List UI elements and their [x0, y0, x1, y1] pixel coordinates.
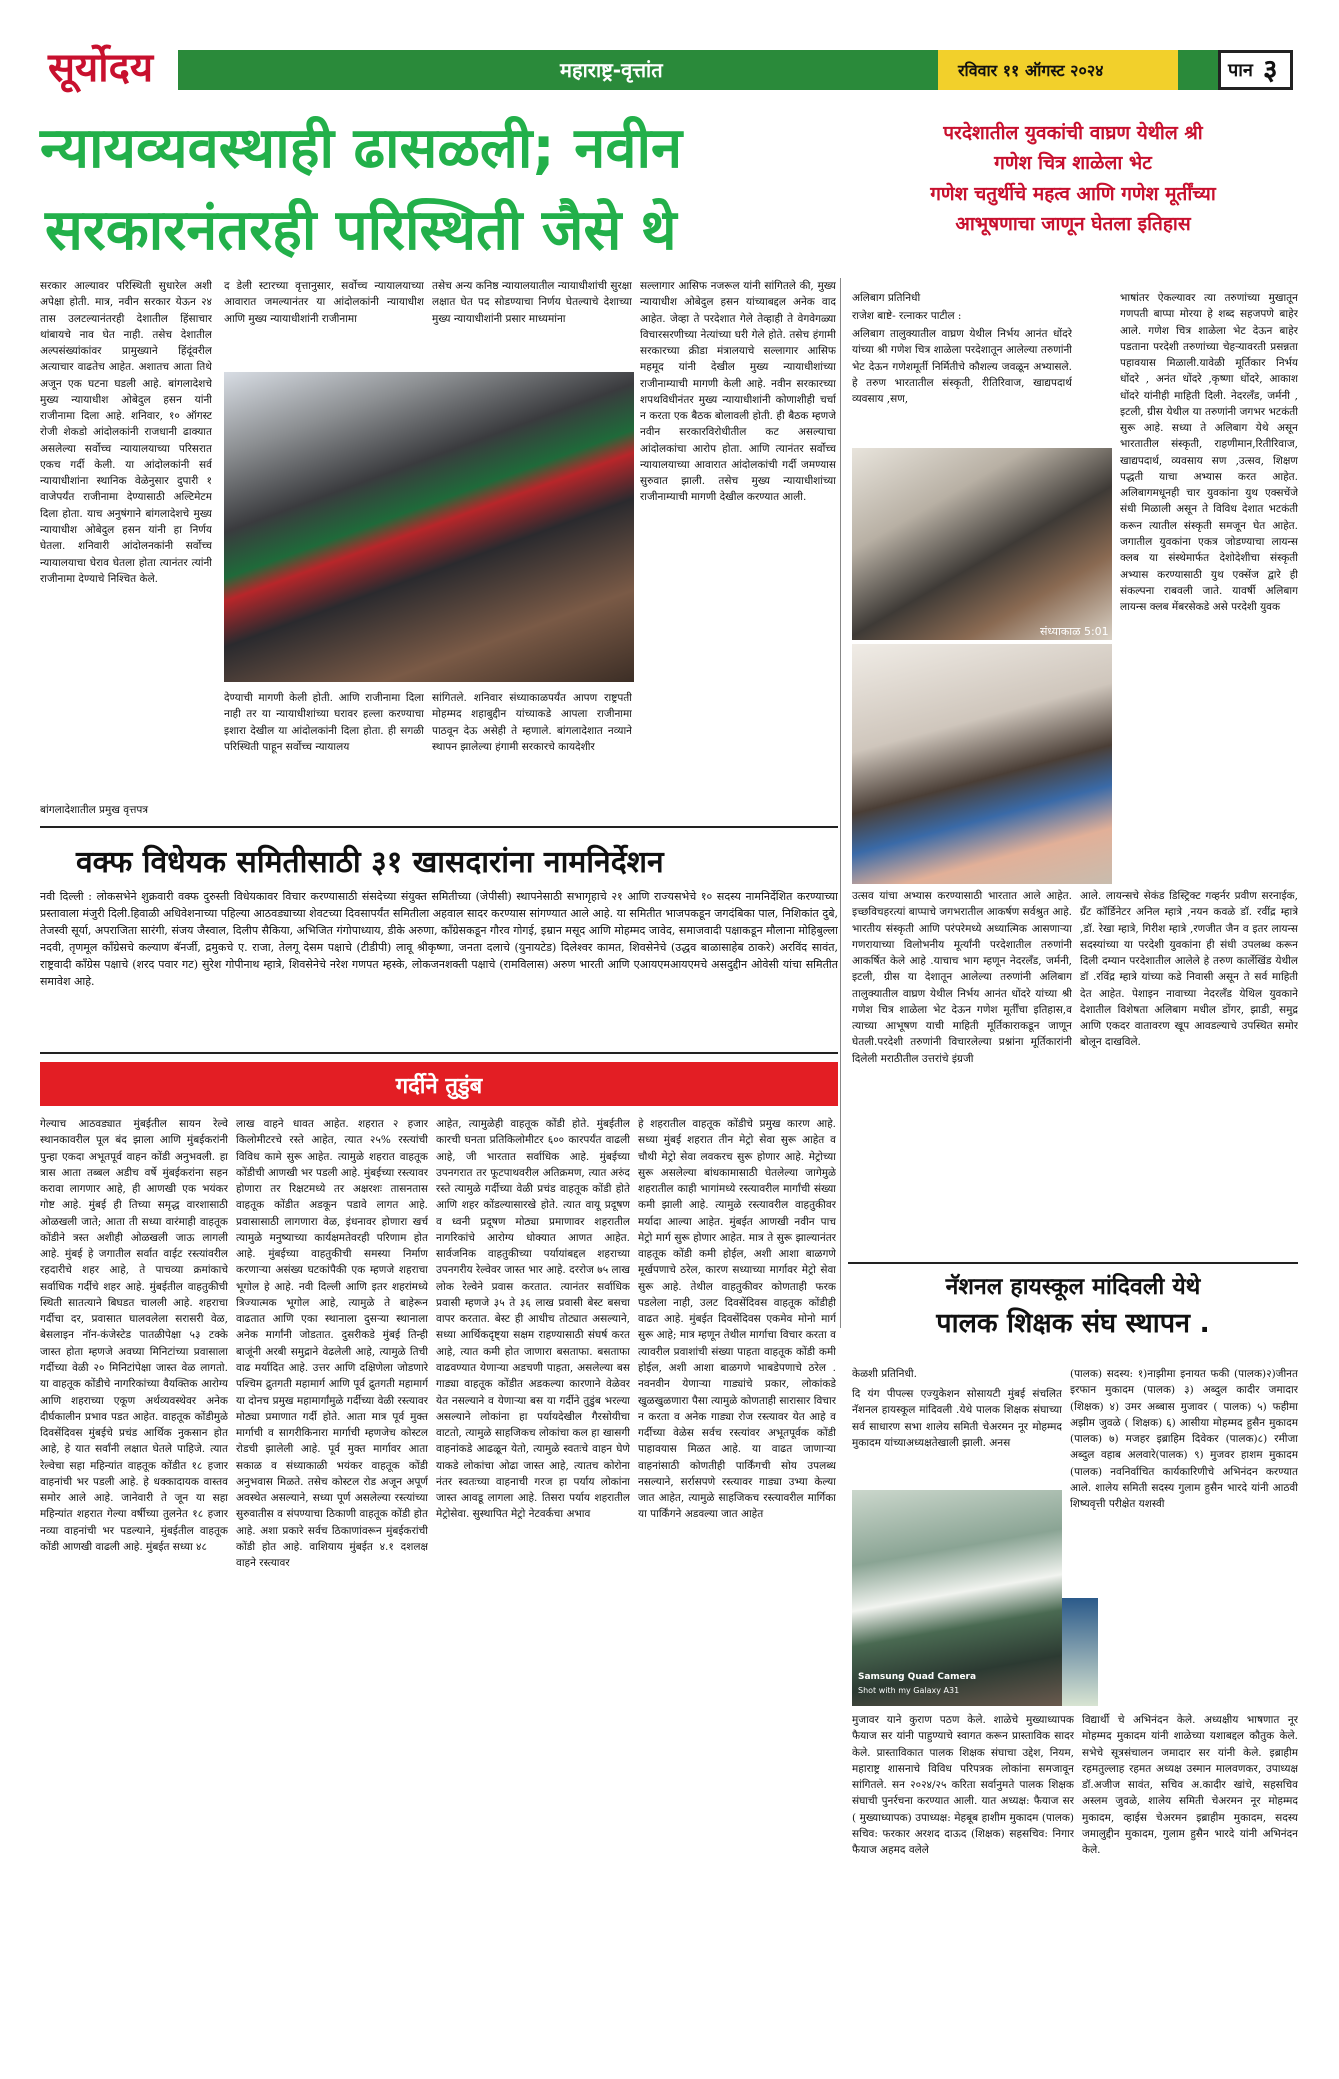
lead-column-2-bottom: देण्याची मागणी केली होती. आणि राजीनामा दिला नाही तर या न्यायाधीशांच्या घरावर हल्ला करण्याचा इशारा देखील या आंदोलकांनी दिला होता. ही सगळी परिस्थिती पाहून सर्वोच्च न्यायालय: [224, 692, 424, 753]
issue-date: रविवार ११ ऑगस्ट २०२४: [958, 61, 1104, 80]
school-headline: [848, 1270, 1298, 1342]
waqf-top-rule: [40, 826, 838, 828]
column-divider: [840, 278, 841, 1328]
ganesh-headline-line-1: परदेशातील युवकांची वाघ्रण येथील श्री: [943, 122, 1203, 144]
school-byline: केळशी प्रतिनिधी.: [852, 1368, 917, 1380]
page-label: पान: [1228, 60, 1253, 81]
traffic-column-2: लाख वाहने धावत आहेत. शहरात २ हजार किलोमीटरचे रस्ते आहेत, त्यात २५% रस्त्यांची विविध कामे सुरू आहेत. त्यामुळे शहरात वाहतूक कोंडीची आणखी भर पडली आहे. मुंबईच्या रस्त्यावर होणारा तर रिक्षटमध्ये तर अक्षरशः तासनतास वाहतूक कोंडीत अडकून पडावे लागत आहे. प्रवासासाठी लागणारा वेळ, इंधनावर होणारा खर्च त्यामुळे मनुष्याच्या कार्यक्षमतेवरही परिणाम होत आहे. मुंबईच्या वाहतुकीची समस्या निर्माण करणाऱ्या असंख्य घटकांपैकी एक म्हणजे शहराचा भूगोल हे आहे. नवी दिल्ली आणि इतर शहरांमध्ये त्रिज्यात्मक भूगोल आहे, त्यामुळे ते बाहेरून वाढतात आणि एका स्थानाला दुसऱ्या स्थानाला अनेक मार्गांनी जोडतात. दुसरीकडे मुंबई तिन्ही बाजूंनी अरबी समुद्राने वेढलेली आहे, त्यामुळे तिची वाढ मर्यादित आहे. उत्तर आणि दक्षिणेला जोडणारे पश्चिम द्रुतगती महामार्ग आणि पूर्व द्रुतगती महामार्ग या दोनच प्रमुख महामार्गांमुळे गर्दीच्या वेळी रस्त्यावर मोठ्या प्रमाणात गर्दी होते. आता मात्र पूर्व मुक्त मार्गाची व सागरीकिनारा मार्गाची म्हणजेच कोस्टल रोडची झालेली आहे. पूर्व मुक्त मार्गावर आता सकाळ व संध्याकाळी भयंकर वाहतूक कोंडी अनुभवास मिळते. तसेच कोस्टल रोड अजून अपूर्ण अवस्थेत असल्याने, सध्या पूर्ण असलेल्या रस्त्यांच्या सुरुवातीस व संपण्याचा ठिकाणी वाहतूक कोंडी होत आहे. अशा प्रकारे सर्वच ठिकाणांवरून मुंबईकरांची कोंडी होत आहे. वाशियाय मुंबईत ४.१ दशलक्ष वाहने रस्त्यावर: [236, 1118, 428, 1570]
photo-caption-device: Shot with my Galaxy A31: [858, 1686, 960, 1695]
lead-headline-line-1: न्यायव्यवस्थाही ढासळली; नवीन: [40, 116, 683, 181]
traffic-column-1: गेल्याच आठवड्यात मुंबईतील सायन रेल्वे स्थानकावरील पूल बंद झाला आणि मुंबईकरांनी पुन्हा एकदा अभूतपूर्व वाहन कोंडी अनुभवली. हा त्रास आता तब्बल अडीच वर्षे मुंबईकरांना सहन करावा लागणार आहे, ही आणखी एक भयंकर गोष्ट आहे. मुंबई ही तिच्या समृद्ध वारशासाठी ओळखली जाते; आता ती सध्या वारंमाही वाहतूक कोंडीने त्रस्त अशीही ओळखली जाऊ लागली आहे. मुंबई हे जगातील सर्वात वाईट रस्त्यांवरील रहदारीचे शहर आहे, ते पाचव्या क्रमांकाचे सर्वाधिक गर्दीचे शहर आहे. मुंबईतील वाहतुकीची स्थिती सातत्याने बिघडत चालली आहे. शहराचा गर्दीचा दर, प्रवासात घालवलेला सरासरी वेळ, बेसलाइन नॉन-कंजेस्टेड पातळीपेक्षा ५३ टक्के जास्त होता म्हणजे अवघ्या मिनिटांच्या प्रवासाला गर्दीच्या वेळी २० मिनिटांपेक्षा जास्त वेळ लागतो. या वाहतूक कोंडीचे नागरिकांच्या वैयक्तिक आरोग्य आणि शहराच्या एकूण अर्थव्यवस्थेवर अनेक दीर्घकालीन प्रभाव पडत आहेत. वाहतूक कोंडीमुळे दिवसेंदिवस मुंबईचे प्रचंड आर्थिक नुकसान होत आहे, हे यात सर्वांनी लक्षात घेतले पाहिजे. त्यात रेल्वेचा सहा महिन्यांत वाहतूक कोंडीत १८ हजार वाहनांची भर पडली आहे. हे धक्कादायक वास्तव समोर आले आहे. जानेवारी ते जून या सहा महिन्यांत शहरात गेल्या वर्षीच्या तुलनेत १८ हजार नव्या वाहनांची भर पडल्याने, मुंबईतील वाहतूक कोंडी आणखी वाढली आहे. मुंबईत सध्या ४८: [40, 1118, 228, 1553]
school-banner-photo: [1062, 1598, 1098, 1706]
traffic-column-3: आहेत, त्यामुळेही वाहतूक कोंडी होते. मुंबईतील कारची घनता प्रतिकिलोमीटर ६०० कारपर्यंत वाढली आहे, जी भारतात सर्वाधिक आहे. मुंबईच्या उपनगरात तर फूटपाथवरील अतिक्रमण, त्यात अरुंद रस्ते त्यामुळे गर्दीच्या वेळी प्रचंड वाहतूक कोंडी होते आणि शहर कोंडल्यासारखे होते. त्यात वायू प्रदूषण व ध्वनी प्रदूषण मोठ्या प्रमाणावर शहरातील नागरिकांचे आरोग्य धोक्यात आणत आहेत. सार्वजनिक वाहतुकीच्या पर्यायांबद्दल शहराच्या उपनगरीय रेल्वेवर जास्त भार आहे. दररोज ७५ लाख लोक रेल्वेने प्रवास करतात. त्यानंतर सर्वाधिक प्रवासी म्हणजे ३५ ते ३६ लाख प्रवासी बेस्ट बसचा वापर करतात. बेस्ट ही आधीच तोट्यात असल्याने, सध्या आर्थिकदृष्ट्या सक्षम राहण्यासाठी संघर्ष करत आहे, त्यात कमी होत जाणारा बसताफा. बसताफा वाढवण्यात येणाऱ्या अडचणी पाहता, असलेल्या बस गाड्या वाहतूक कोंडीत अडकल्या कारणाने वेळेवर येत नसल्याने व येणाऱ्या बस या गर्दीने तुडुंब भरल्या असल्याने लोकांना हा पर्यायदेखील गैरसोयीचा वाटतो, त्यामुळे साहजिकच लोकांचा कल हा खासगी वाहनांकडे आढळून येतो, त्यामुळे स्वतःचे वाहन घेणे याकडे लोकांचा ओढा जास्त आहे, त्यातच कोरोना नंतर स्वतःच्या वाहनाची गरज हा पर्याय लोकांना जास्त आवडू लागला आहे. तिसरा पर्याय शहरातील मेट्रोसेवा. सुस्थापित मेट्रो नेटवर्कचा अभाव: [436, 1118, 630, 1521]
ganesh-byline-2: राजेश बाष्टे- रत्नाकर पाटील :: [852, 310, 962, 322]
waqf-bottom-rule: [40, 1052, 838, 1054]
school-bottom-left: मुजावर याने कुराण पठण केले. शाळेचे मुख्याध्यापक फैयाज सर यांनी पाहुण्याचे स्वागत करून प्रास्ताविक सादर केले. प्रास्ताविकात पालक शिक्षक संघाचा उद्देश, नियम, महाराष्ट्र शासनाचे विविध परिपत्रक लोकांना समजावून सांगितले. सन २०२४/२५ करिता सर्वानुमते पालक शिक्षक संघाची पुनर्रचना करण्यात आली. यात अध्यक्ष: फैयाज सर ( मुख्याध्यापक) उपाध्यक्ष: मेहबूब हाशीम मुकादम (पालक) सचिव: फरकार अरशद दाऊद (शिक्षक) सहसचिव: निगार फैयाज अहमद वलेले: [852, 1714, 1074, 1857]
section-title: महाराष्ट्र-वृत्तांत: [560, 58, 663, 82]
school-headline-line-2: पालक शिक्षक संघ स्थापन .: [936, 1307, 1210, 1339]
lead-column-4: सल्लागार आसिफ नजरूल यांनी सांगितले की, मुख्य न्यायाधीश ओबेदुल हसन यांच्याबद्दल अनेक वाद आहेत. जेव्हा ते परदेशात गेले तेव्हाही ते वेगवेगळ्या विचारसरणीच्या नेत्यांच्या घरी गेले होते. तसेच हंगामी सरकारच्या क्रीडा मंत्रालयाचे सल्लागार आसिफ महमूद यांनी देखील मुख्य न्यायाधीशांच्या राजीनाम्याची मागणी केली आहे. नवीन सरकारच्या शपथविधीनंतर मुख्य न्यायाधीशांनी कोणाशीही चर्चा न करता एक बैठक बोलावली होती. ही बैठक म्हणजे नवीन सरकारविरोधीतील कट असल्याचा आंदोलकांचा आरोप होता. आणि त्यानंतर सर्वोच्च न्यायालयाच्या आवारात आंदोलकांची गर्दी जमण्यास सुरुवात झाली. तसेच मुख्य न्यायाधीशांच्या राजीनाम्याची मागणी देखील करण्यात आली.: [640, 280, 836, 504]
school-intro: दि यंग पीपल्स एज्युकेशन सोसायटी मुंबई संचलित नॅशनल हायस्कूल मांदिवली .येथे पालक शिक्षक संघाच्या सर्व साधारण सभा शालेय समिती चेअरमन नूर मोहम्मद मुकादम यांच्याअध्यक्षतेखाली झाली. अनस: [852, 1388, 1062, 1449]
masthead: [0, 0, 1339, 100]
school-bottom-right: विद्यार्थी चे अभिनंदन केले. अध्यक्षीय भाषणात नूर मोहम्मद मुकादम यांनी शाळेच्या यशाबद्दल कौतुक केले. सभेचे सूत्रसंचालन जमादार सर यांनी केले. इब्राहीम रहमतुल्लाह रहमत अध्यक्ष उस्मान मालवणकर, उपाध्यक्ष डॉ.अजीज सावंत, सचिव अ.कादीर खांचे, सहसचिव अस्लम जुवळे, शालेय समिती चेअरमन नूर मोहम्मद मुकादम, व्हाईस चेअरमन इब्राहीम मुकादम, सदस्य जमालुद्दीन मुकादम, गुलाम हुसैन भारदे यांनी अभिनंदन केले.: [1082, 1714, 1298, 1857]
ganesh-column-bottom-left: उत्सव यांचा अभ्यास करण्यासाठी भारतात आले आहेत. इच्छविचहरत्यां बाप्पाचे जगभरातील आकर्षण सर्वश्रुत आहे. भारतीय संस्कृती आणि परंपरेमध्ये अध्यात्मिक आसणाऱ्या गणरायाच्या विलोभनीय मूर्त्यांनी परदेशातील तरुणांनी आकर्षित केले आहे .याचाच भाग म्हणून नेदरलँड, जर्मनी, इटली, ग्रीस या देशातून आलेल्या तरुणांनी अलिबाग तालुक्यातील वाघ्रण येथील निर्भय आनंत धोंदरे यांच्या श्री गणेश चित्र शाळेला भेट देऊन गणेश मूर्तींचा इतिहास,व त्याच्या आभूषण याची माहिती मूर्तिकाराकडून जाणून घेतली.परदेशी तरुणांनी विचारलेल्या प्रश्नांना मूर्तिकारांनी दिलेली मराठीतील उत्तरांचे इंग्रजी: [852, 890, 1072, 1065]
lead-column-2-top: द डेली स्टारच्या वृत्तानुसार, सर्वोच्च न्यायालयाच्या आवारात जमल्यानंतर या आंदोलकांनी न्यायाधीश आणि मुख्य न्यायाधीशांनी राजीनामा: [224, 280, 424, 325]
ganesh-headline-line-4: आभूषणाचा जाणून घेतला इतिहास: [955, 213, 1191, 236]
lead-column-1-tail: बांगलादेशातील प्रमुख वृत्तपत्र: [40, 804, 149, 816]
ganesh-headline-line-2: गणेश चित्र शाळेला भेट: [994, 152, 1152, 175]
school-members: (पालक) सदस्य: १)नाझीमा इनायत फकी (पालक)२)जीनत इरफान मुकादम (पालक) ३) अब्दुल कादीर जमादार (शिक्षक) ४) उमर अब्बास मुजावर ( पालक) ५) फहीमा अझीम जुवळे ( शिक्षक) ६) आसीया मोहम्मद हुसैन मुकादम (पालक) ७) मजहर इब्राहिम दिवेकर (पालक)८) रमीजा अब्दुल वहाब अलवारे(पालक) ९) मुजवर हाशम मुकादम (पालक) नवनिर्वाचित कार्यकारिणीचे अभिनंदन करण्यात आले. शालेय समिती सदस्य गुलाम हुसैन भारदे यांनी आठवी शिष्यवृत्ती परीक्षेत यशस्वी: [1070, 1368, 1298, 1511]
school-headline-line-1: नॅशनल हायस्कूल मांदिवली येथे: [945, 1274, 1201, 1300]
school-top-rule: [848, 1262, 1298, 1264]
lead-headline-line-2: सरकारनंतरही परिस्थिती जैसे थे: [45, 198, 677, 263]
lead-column-3-bottom: सांगितले. शनिवार संध्याकाळपर्यंत आपण राष्ट्रपती मोहम्मद शहाबुद्दीन यांच्याकडे आपला राजीनामा पाठवून देऊ असेही ते म्हणाले. बांगलादेशात नव्याने स्थापन झालेल्या हंगामी सरकारचे कायदेशीर: [432, 692, 632, 753]
ganesh-column-right: भाषांतर ऐकल्यावर त्या तरुणांच्या मुखातून गणपती बाप्पा मोरया हे शब्द सहजपणे बाहेर आले. गणेश चित्र शाळेला भेट देऊन बाहेर पडताना परदेशी तरुणांच्या चेहऱ्यावरती प्रसन्नता पहावयास मिळाली.यावेळी मूर्तिकार निर्भय धोंदरे , अनंत धोंदरे ,कृष्णा धोंदरे, आकाश धोंदरे यांनीही माहिती दिली. नेदरलँड, जर्मनी , इटली, ग्रीस येथील या तरुणांनी जगभर भटकंती सुरू आहे. सध्या ते अलिबाग येथे असून भारतातील संस्कृती, राहणीमान,रितीरिवाज, खाद्यपदार्थ, व्यवसाय सण ,उत्सव, शिक्षण पद्धती याचा अभ्यास करत आहेत. अलिबागमधूनही चार युवकांना युथ एक्सचेंजे संधी मिळाली असून ते विविध देशात भटकंती करून त्यातील संस्कृती समजून घेत आहेत. जगातील युवकांना एकत्र जोडण्याचा लायन्स क्लब या संस्थेमार्फत देशोदेशीचा संस्कृती अभ्यास करण्यासाठी युथ एक्सेंज द्वारे ही संकल्पना राबवली जाते. यावर्षी अलिबाग लायन्स क्लब मेंबरसेकडे असे परदेशी युवक: [1120, 292, 1298, 614]
ganesh-photo-timestamp: संध्याकाळ 5:01: [1040, 625, 1109, 638]
ganesh-photo-1: [852, 448, 1112, 640]
waqf-body: नवी दिल्ली : लोकसभेने शुक्रवारी वक्फ दुरुस्ती विधेयकावर विचार करण्यासाठी संसदेच्या संयुक्त समितीच्या (जेपीसी) स्थापनेसाठी सभागृहाचे २१ आणि राज्यसभेचे १० सदस्य नामनिर्देशित करण्याच्या प्रस्तावाला मंजुरी दिली.हिवाळी अधिवेशनाच्या पहिल्या आठवड्याच्या शेवटच्या दिवसापर्यंत समितीला अहवाल सादर करण्यास सांगण्यात आले आहे. या समितीत भाजपकडून जगदंबिका पाल, निशिकांत दुबे, तेजस्वी सूर्या, अपराजिता सारंगी, संजय जैस्वाल, दिलीप सैकिया, अभिजित गंगोपाध्याय, डीके अरुणा, काँग्रेसकडून गौरव गोगई, इम्रान मसूद आणि मोहम्मद जावेद, समाजवादी पक्षाकडून मौलाना मोहिबुल्ला नदवी, तृणमूल काँग्रेसचे कल्याण बॅनर्जी, द्रमुकचे ए. राजा, तेलगू देसम पक्षाचे (टीडीपी) लावू श्रीकृष्णा, जनता दलाचे (युनायटेड) दिलेश्वर कामत, शिवसेनेचे (उद्धव बाळासाहेब ठाकरे) अरविंद सावंत, राष्ट्रवादी काँग्रेस पक्षाचे (शरद पवार गट) सुरेश गोपीनाथ म्हात्रे, शिवसेनेचे नरेश गणपत म्हस्के, लोकजनशक्ती पक्षाचे (रामविलास) अरुण भारती आणि एआयएमआयएमचे असदुद्दीन ओवेसी यांचा समितीत समावेश आहे.: [40, 890, 838, 989]
ganesh-column-left-top: अलिबाग तालुक्यातील वाघ्रण येथील निर्भय आनंत धोंदरे यांच्या श्री गणेश चित्र शाळेला परदेशातून आलेल्या तरुणांनी भेट देऊन गणेशमूर्ती निर्मितीचे कौशल्य जवळून अभ्यासले. हे तरुण भारतातील संस्कृती, रीतिरिवाज, खाद्यपदार्थ व्यवसाय ,सण,: [852, 328, 1072, 406]
lead-column-3-top: तसेच अन्य कनिष्ठ न्यायालयातील न्यायाधीशांची सुरक्षा लक्षात घेत पद सोडण्याचा निर्णय घेतल्याचे देशाच्या मुख्य न्यायाधीशांनी प्रसार माध्यमांना: [432, 280, 632, 325]
traffic-column-4: हे शहरातील वाहतूक कोंडीचे प्रमुख कारण आहे. सध्या मुंबई शहरात तीन मेट्रो सेवा सुरू आहेत व चौथी मेट्रो सेवा लवकरच सुरू होणार आहे. मेट्रोच्या सुरू असलेल्या बांधकामासाठी घेतलेल्या जागेमुळे शहरातील काही भागांमध्ये रस्त्यावरील मार्गांची संख्या कमी झाली आहे. त्यामुळे रस्त्यावरील वाहतुकीवर मर्यादा आल्या आहेत. मुंबईत आणखी नवीन पाच मेट्रो मार्ग सुरू होणार आहेत. मात्र ते सुरू झाल्यानंतर वाहतूक कोंडी कमी होईल, अशी आशा बाळगणे मूर्खपणाचे ठरेल, कारण सध्याच्या मार्गावर मेट्रो सेवा सुरू आहे. तेथील वाहतुकीवर कोणताही फरक पडलेला नाही, उलट दिवसेंदिवस वाहतूक कोंडीही वाढत आहे. मुंबईत दिवसेंदिवस एकमेव मोनो मार्ग सुरू आहे; मात्र म्हणून तेथील मार्गाचा विचार करता व त्यावरील प्रवाशांची संख्या पाहता वाहतूक कोंडी कमी होईल, अशी आशा बाळगणे भाबडेपणाचे ठरेल . नवनवीन येणाऱ्या गाड्यांचे प्रकार, लोकांकडे खुळखुळणारा पैसा त्यामुळे कोणताही सारासार विचार न करता व अनेक गाड्या रोज रस्त्यावर येत आहे व गर्दीच्या वेळेस सर्वच रस्त्यांवर अभूतपूर्वक कोंडी पाहावयास मिळत आहे. या वाढत जाणाऱ्या वाहनांसाठी कोणतीही पार्किंगची सोय उपलब्ध नसल्याने, सर्रासपणे रस्त्यावर गाड्या उभ्या केल्या जात आहेत, त्यामुळे साहजिकच रस्त्यावरील मार्गिका या पार्किंगने अडवल्या जात आहेत: [638, 1118, 836, 1521]
lead-column-1: सरकार आल्यावर परिस्थिती सुधारेल अशी अपेक्षा होती. मात्र, नवीन सरकार येऊन २४ तास उलटल्यानंतरही देशातील हिंसाचार थांबायचे नाव घेत नाही. तसेच देशातील अल्पसंख्यांकांवर प्रामुख्याने हिंदूंवरील अत्याचार वाढतेच आहेत. अशातच आता तिथे अजून एक घटना घडली आहे. बांगलादेशचे मुख्य न्यायाधीश ओबेदुल हसन यांनी राजीनामा दिला आहे. शनिवार, १० ऑगस्ट रोजी शेकडो आंदोलकांनी राजधानी ढाक्यात असलेल्या सर्वोच्च न्यायालयाच्या परिसरात एकच गर्दी केली. या आंदोलकांनी सर्व न्यायाधीशांना स्थानिक वेळेनुसार दुपारी १ वाजेपर्यंत राजीनामा देण्यासाठी अल्टिमेटम दिला होता. याच अनुषंगाने बांगलादेशचे मुख्य न्यायाधीश ओबेदुल हसन यांनी हा निर्णय घेतला. शनिवारी आंदोलनकांनी सर्वोच्च न्यायालयाचा घेराव घेतला होता त्यानंतर त्यांनी राजीनामा देण्याचे निश्चित केले.: [40, 280, 212, 585]
ganesh-headline-line-3: गणेश चतुर्थीचे महत्व आणि गणेश मूर्तींच्या: [930, 182, 1216, 205]
ganesh-byline-1: अलिबाग प्रतिनिधी: [852, 292, 921, 304]
logo: सूर्योदय: [48, 44, 154, 91]
protest-photo: [224, 372, 634, 682]
ganesh-photo-2: [852, 644, 1112, 884]
waqf-headline: वक्फ विधेयक समितीसाठी ३१ खासदारांना नामनिर्देशन: [76, 845, 664, 880]
ganesh-headline: [848, 118, 1298, 240]
ganesh-column-bottom-right: आले. लायन्सचे सेकंड डिस्ट्रिक्ट गव्हर्नर प्रवीण सरनाईक, ग्रँट कॉर्डिनेटर अनिल म्हात्रे ,नयन कवळे डॉ. रवींद्र म्हात्रे ,डॉ. रेखा म्हात्रे, गिरीश म्हात्रे ,रणजीत जैन व इतर लायन्स सदस्यांच्या या परदेशी युवकांना ही संधी उपलब्ध करून दिली दम्यान परदेशातील आलेले हे तरुण कार्लेखिंड येथील डॉ .रविंद्र म्हात्रे यांच्या कडे निवासी असून ते सर्व माहिती देत आहेत. पेशाइन नावाच्या नेदरलँड येथिल युवकाने देशातील विशेषता अलिबाग मधील डोंगर, झाडी, समुद्र आणि एकदर वातावरण खूप आवडल्याचे उपस्थित समोर बोलून दाखविले.: [1080, 890, 1298, 1049]
traffic-banner-title: गर्दीने तुडुंब: [395, 1074, 483, 1099]
page-number: ३: [1263, 53, 1278, 86]
photo-caption-camera: Samsung Quad Camera: [858, 1672, 977, 1682]
